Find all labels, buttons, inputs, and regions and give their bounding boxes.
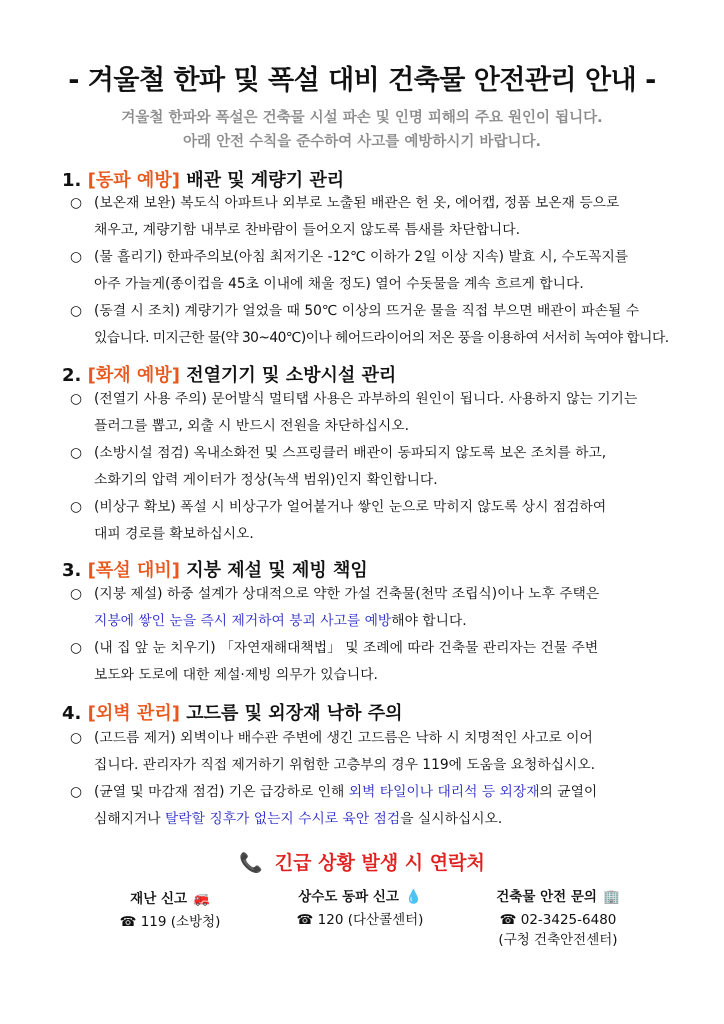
section-tag: [폭설 대비] (87, 560, 180, 581)
list-item (70, 779, 670, 833)
bullet-circle-icon: ○ (70, 586, 83, 602)
item-text: (전열기 사용 주의) 문어발식 멀티탭 사용은 과부하의 원인이 됩니다. 사용하지 않는 기기는 (94, 391, 638, 407)
item-text: (물 흘리기) 한파주의보(아침 최저기온 -12℃ 이하가 2일 이상 지속) 발효 시, 수도꼭지를 (94, 249, 629, 265)
list-item (70, 440, 670, 494)
list-item (70, 386, 670, 440)
item-text: 아주 가늘게(종이컵을 45초 이내에 채울 정도) 열어 수돗물을 계속 흐르게 합니다. (94, 276, 584, 292)
section-number: 3. (62, 560, 82, 581)
item-text: 의 균열이 (539, 784, 598, 800)
contact-label: 건축물 안전 문의 (496, 889, 597, 905)
highlight-text: 지붕에 쌓인 눈을 즉시 제거하여 붕괴 사고를 예방 (94, 613, 392, 629)
contact-disaster (90, 886, 250, 932)
section-tag: [동파 예방] (87, 170, 180, 191)
item-text: (보온재 보완) 복도식 아파트나 외부로 노출된 배관은 헌 옷, 에어캡, 정품 보온재 등으로 (94, 195, 620, 211)
section-tag: [화재 예방] (87, 365, 180, 386)
item-text: 있습니다. 미지근한 물(약 30~40℃)이나 헤어드라이어의 저온 풍을 이용하여 서서히 녹여야 합니다. (94, 330, 669, 346)
section-4-heading (62, 699, 403, 725)
subtitle-line-1: 겨울철 한파와 폭설은 건축물 시설 파손 및 인명 피해의 주요 원인이 됩니다. (121, 110, 603, 126)
item-text: (소방시설 점검) 옥내소화전 및 스프링클러 배관이 동파되지 않도록 보온 조치를 하고, (94, 445, 607, 461)
phone-icon: ☎ (296, 912, 314, 928)
emergency-title: 긴급 상황 발생 시 연락처 (274, 852, 485, 874)
item-text: (지붕 제설) 하중 설계가 상대적으로 약한 가설 건축물(천막 조립식)이나 노후 주택은 (94, 586, 600, 602)
item-text: 채우고, 계량기함 내부로 찬바람이 들어오지 않도록 틈새를 차단합니다. (94, 222, 520, 238)
phone-icon: ☎ (119, 914, 137, 930)
bullet-circle-icon: ○ (70, 499, 83, 515)
bullet-circle-icon: ○ (70, 730, 83, 746)
section-number: 4. (62, 703, 82, 724)
section-title: 전열기기 및 소방시설 관리 (186, 365, 397, 386)
bullet-circle-icon: ○ (70, 640, 83, 656)
list-item (70, 494, 670, 548)
fire-truck-icon: 🚒 (193, 891, 210, 907)
contact-note: (구청 건축안전센터) (498, 932, 618, 948)
subtitle-line-2: 아래 안전 수칙을 준수하여 사고를 예방하시기 바랍니다. (183, 134, 541, 150)
list-item (70, 190, 670, 244)
section-number: 1. (62, 170, 82, 191)
list-item (70, 244, 670, 298)
item-text: 소화기의 압력 게이터가 정상(녹색 범위)인지 확인합니다. (94, 472, 438, 488)
emergency-heading (0, 848, 724, 875)
item-text: 플러그를 뽑고, 외출 시 반드시 전원을 차단하십시오. (94, 418, 409, 434)
bullet-circle-icon: ○ (70, 303, 83, 319)
item-text: 해야 합니다. (391, 613, 467, 629)
item-text: (균열 및 마감재 점검) 기온 급강하로 인해 (94, 784, 349, 800)
item-text: (내 집 앞 눈 치우기) 「자연재해대책법」 및 조례에 따라 건축물 관리자는 건물 주변 (94, 640, 599, 656)
list-item (70, 635, 670, 689)
bullet-circle-icon: ○ (70, 391, 83, 407)
contact-number: 119 (소방청) (140, 914, 221, 930)
section-tag: [외벽 관리] (87, 703, 180, 724)
item-text: (동결 시 조치) 계량기가 얼었을 때 50℃ 이상의 뜨거운 물을 직접 부으면 배관이 파손될 수 (94, 303, 640, 319)
section-2-heading (62, 361, 396, 387)
section-title: 배관 및 계량기 관리 (186, 170, 345, 191)
highlight-text: 외벽 타일이나 대리석 등 외장재 (348, 784, 540, 800)
telephone-icon: 📞 (239, 852, 263, 874)
list-item (70, 725, 670, 779)
item-text: 심해지거나 (94, 811, 166, 827)
contact-label: 재난 신고 (130, 891, 188, 907)
item-text: 을 실시하십시오. (400, 811, 503, 827)
building-icon: 🏢 (602, 889, 620, 905)
section-1-heading (62, 166, 344, 192)
section-title: 지붕 제설 및 제빙 책임 (186, 560, 368, 581)
contact-water (270, 884, 450, 930)
list-item (70, 298, 670, 352)
contact-number: 120 (다산콜센터) (317, 912, 424, 928)
section-number: 2. (62, 365, 82, 386)
item-text: (고드름 제거) 외벽이나 배수관 주변에 생긴 고드름은 낙하 시 치명적인 사고로 이어 (94, 730, 593, 746)
bullet-circle-icon: ○ (70, 195, 83, 211)
bullet-circle-icon: ○ (70, 249, 83, 265)
highlight-text: 탈락할 징후가 없는지 수시로 육안 점검 (165, 811, 401, 827)
bullet-circle-icon: ○ (70, 784, 83, 800)
section-title: 고드름 및 외장재 낙하 주의 (186, 703, 403, 724)
section-3-heading (62, 556, 368, 582)
contact-number: 02-3425-6480 (520, 912, 617, 928)
item-text: 집니다. 관리자가 직접 제거하기 위험한 고층부의 경우 119에 도움을 요청하십시오. (94, 757, 596, 773)
bullet-circle-icon: ○ (70, 445, 83, 461)
item-text: (비상구 확보) 폭설 시 비상구가 얼어붙거나 쌓인 눈으로 막히지 않도록 상시 점검하여 (94, 499, 607, 515)
contact-label: 상수도 동파 신고 (298, 889, 399, 905)
water-drop-icon: 💧 (404, 889, 422, 905)
contact-building (468, 884, 648, 950)
item-text: 보도와 도로에 대한 제설·제빙 의무가 있습니다. (94, 667, 378, 683)
page-title: - 겨울철 한파 및 폭설 대비 건축물 안전관리 안내 - (68, 65, 656, 96)
phone-icon: ☎ (499, 912, 517, 928)
item-text: 대피 경로를 확보하십시오. (94, 526, 254, 542)
list-item (70, 581, 670, 635)
